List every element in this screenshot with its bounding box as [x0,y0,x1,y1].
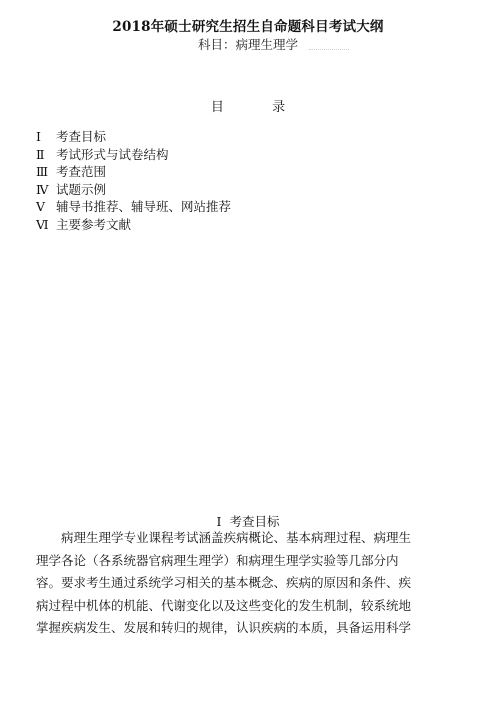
toc-item-number: Ⅱ [36,146,45,162]
body-line: 理学各论（各系统器官病理生理学）和病理生理学实验等几部分内 [36,552,399,568]
toc-heading [0,96,496,115]
toc-item-number: Ⅳ [36,181,49,197]
toc-item [36,146,231,164]
section-title: 考查目标 [229,514,280,529]
toc-heading-right: 录 [272,100,286,115]
toc-item-label: 试题示例 [56,181,107,197]
toc-item [36,198,231,216]
toc-item-label: 考查范围 [56,164,107,180]
toc-item-number: Ⅴ [36,199,46,215]
section-body [36,527,454,640]
toc-item-label: 考查目标 [56,129,107,144]
toc-item-label: 主要参考文献 [56,216,132,232]
toc-item [36,181,231,199]
body-line: 病过程中机体的机能、代谢变化以及这些变化的发生机制，较系统地 [36,597,412,613]
subject-line: 科目：病理生理学 [197,37,298,52]
body-line: 掌握疾病发生、发展和转归的规律，认识疾病的本质，具备运用科学 [36,620,412,636]
toc-heading-left: 目 [210,100,224,115]
section-number: Ⅰ [216,514,222,529]
toc-item-label: 考试形式与试卷结构 [56,146,169,162]
body-line: 容。要求考生通过系统学习相关的基本概念、疾病的原因和条件、疾 [36,575,412,591]
toc-item [36,128,231,146]
toc-item-number: Ⅵ [36,216,49,232]
toc-item-label: 辅导书推荐、辅导班、网站推荐 [56,199,232,215]
document-title: 2018年硕士研究生招生自命题科目考试大纲 [112,19,384,35]
body-line: 病理生理学专业课程考试涵盖疾病概论、基本病理过程、病理生 [61,530,412,545]
subject-underline [309,49,349,50]
table-of-contents [36,128,231,234]
toc-item-number: Ⅰ [36,129,41,144]
toc-item [36,163,231,181]
toc-item-number: Ⅲ [36,164,49,180]
toc-item [36,216,231,234]
